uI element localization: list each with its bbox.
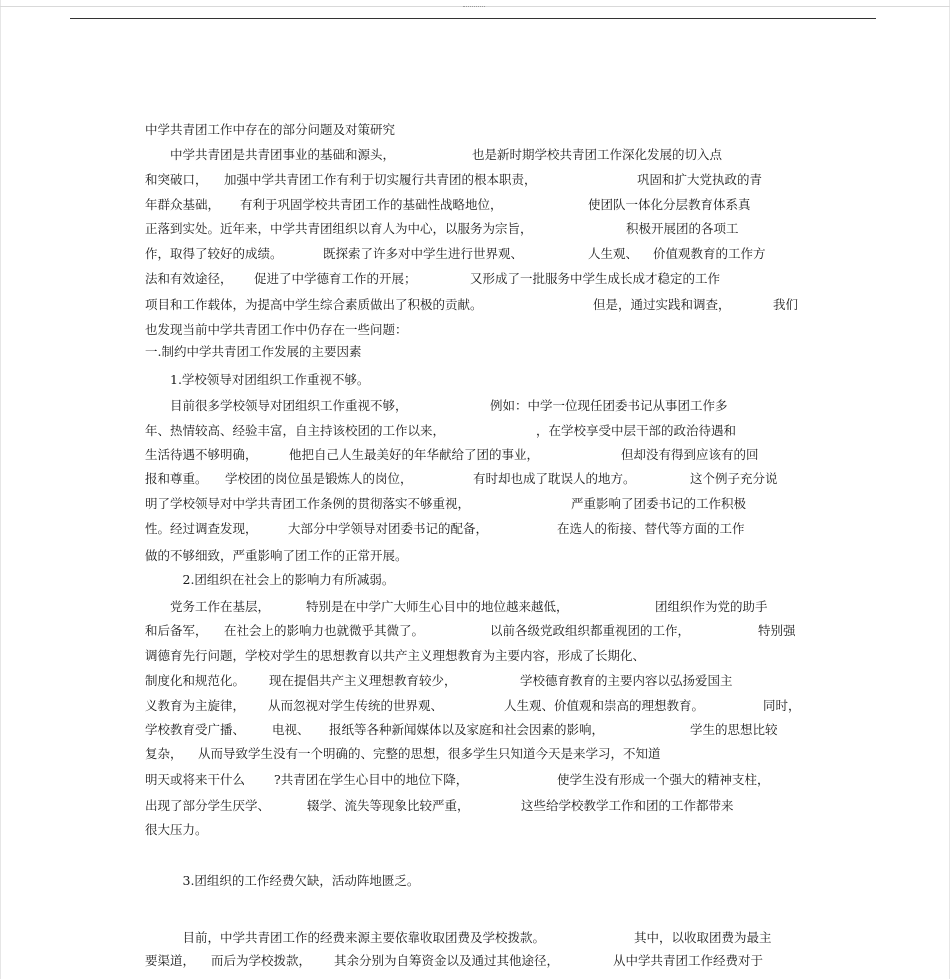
text-line-9-seg-1: 一.制约中学共青团工作发展的主要因素 (145, 344, 362, 359)
text-line-10-seg-1: 1.学校领导对团组织工作重视不够。 (145, 372, 370, 387)
text-line-6-seg-3: 又形成了一批服务中学生成长成才稳定的工作 (470, 271, 721, 286)
text-line-3-seg-3: 使团队一体化分层教育体系真 (588, 197, 751, 212)
text-line-1-seg-2: 也是新时期学校共青团工作深化发展的切入点 (472, 147, 723, 162)
text-line-31-seg-4: 从中学共青团工作经费对于 (613, 953, 764, 968)
text-line-30-seg-1: 目前，中学共青团工作的经费来源主要依靠收取团费及学校拨款。 (145, 930, 546, 945)
text-line-29-seg-1: 3.团组织的工作经费欠缺，活动阵地匮乏。 (145, 873, 420, 888)
text-line-15-seg-2: 严重影响了团委书记的工作积极 (571, 496, 747, 511)
text-line-20-seg-2: 在社会上的影响力也就微乎其微了。 (224, 623, 425, 638)
text-line-31-seg-2: 而后为学校拨款， (211, 953, 312, 968)
text-line-31-seg-1: 要渠道， (145, 953, 196, 968)
text-line-27-seg-1: 出现了部分学生厌学、 (145, 798, 271, 813)
header-mark (463, 6, 485, 9)
text-line-2-seg-1: 和突破口， (145, 172, 208, 187)
text-line-24-seg-4: 学生的思想比较 (690, 722, 778, 737)
text-line-14-seg-2: 学校团的岗位虽是锻炼人的岗位， (225, 471, 413, 486)
text-line-13-seg-3: 但却没有得到应该有的回 (621, 447, 759, 462)
text-line-26-seg-2: ?共青团在学生心目中的地位下降， (274, 772, 469, 787)
text-line-31-seg-3: 其余分别为自筹资金以及通过其他途径， (334, 953, 560, 968)
text-line-5-seg-3: 人生观、 (588, 246, 639, 261)
text-line-16-seg-2: 大部分中学领导对团委书记的配备， (288, 521, 489, 536)
text-line-13-seg-2: 他把自己人生最美好的年华献给了团的事业， (289, 447, 540, 462)
text-line-19-seg-3: 团组织作为党的助手 (655, 599, 768, 614)
text-line-5-seg-2: 既探索了许多对中学生进行世界观、 (323, 246, 524, 261)
text-line-27-seg-2: 辍学、流失等现象比较严重， (307, 798, 470, 813)
text-line-6-seg-1: 法和有效途径， (145, 271, 233, 286)
text-line-25-seg-1: 复杂， (145, 746, 183, 761)
text-line-2-seg-2: 加强中学共青团工作有利于切实履行共青团的根本职责， (224, 172, 537, 187)
text-line-2-seg-3: 巩固和扩大党执政的青 (637, 172, 763, 187)
text-line-23-seg-4: 同时， (763, 698, 801, 713)
text-line-23-seg-2: 从而忽视对学生传统的世界观、 (268, 698, 444, 713)
text-line-21-seg-1: 调德育先行问题，学校对学生的思想教育以共产主义理想教育为主要内容，形成了长期化、 (145, 648, 646, 663)
text-line-16-seg-1: 性。经过调查发现， (145, 521, 258, 536)
text-line-23-seg-3: 人生观、价值观和崇高的理想教育。 (504, 698, 705, 713)
text-line-5-seg-4: 价值观教育的工作方 (653, 246, 766, 261)
page-edge-left (0, 0, 1, 979)
document-title: 中学共青团工作中存在的部分问题及对策研究 (145, 122, 396, 137)
text-line-16-seg-3: 在选人的衔接、替代等方面的工作 (557, 521, 745, 536)
text-line-1-seg-1: 中学共青团是共青团事业的基础和源头， (145, 147, 396, 162)
text-line-4-seg-1: 正落到实处。近年来，中学共青团组织以育人为中心，以服务为宗旨， (145, 221, 533, 236)
text-line-27-seg-3: 这些给学校教学工作和团的工作都带来 (521, 798, 734, 813)
text-line-12-seg-2: ，在学校享受中层干部的政治待遇和 (536, 423, 737, 438)
text-line-25-seg-2: 从而导致学生没有一个明确的、完整的思想，很多学生只知道今天是来学习，不知道 (198, 746, 661, 761)
text-line-24-seg-3: 报纸等各种新闻媒体以及家庭和社会因素的影响， (329, 722, 605, 737)
text-line-20-seg-1: 和后备军， (145, 623, 208, 638)
text-line-7-seg-1: 项目和工作载体，为提高中学生综合素质做出了积极的贡献。 (145, 297, 483, 312)
text-line-14-seg-3: 有时却也成了耽误人的地方。 (473, 471, 636, 486)
text-line-23-seg-1: 义教育为主旋律， (145, 698, 246, 713)
text-line-8-seg-1: 也发现当前中学共青团工作中仍存在一些问题： (145, 322, 408, 337)
text-line-28-seg-1: 很大压力。 (145, 822, 208, 837)
text-line-7-seg-3: 我们 (773, 297, 799, 312)
text-line-26-seg-3: 使学生没有形成一个强大的精神支柱， (557, 772, 770, 787)
text-line-17-seg-1: 做的不够细致，严重影响了团工作的正常开展。 (145, 548, 408, 563)
text-line-4-seg-2: 积极开展团的各项工 (626, 221, 739, 236)
text-line-22-seg-2: 现在提倡共产主义理想教育较少， (269, 673, 457, 688)
text-line-3-seg-2: 有利于巩固学校共青团工作的基础性战略地位， (240, 197, 503, 212)
text-line-22-seg-1: 制度化和规范化。 (145, 673, 246, 688)
text-line-19-seg-2: 特别是在中学广大师生心目中的地位越来越低， (306, 599, 569, 614)
text-line-11-seg-1: 目前很多学校领导对团组织工作重视不够， (145, 398, 408, 413)
text-line-15-seg-1: 明了学校领导对中学共青团工作条例的贯彻落实不够重视， (145, 496, 471, 511)
text-line-14-seg-1: 报和尊重。 (145, 471, 208, 486)
text-line-22-seg-3: 学校德育教育的主要内容以弘扬爱国主 (520, 673, 733, 688)
text-line-24-seg-1: 学校教育受广播、 (145, 722, 246, 737)
text-line-12-seg-1: 年、热情较高、经验丰富，自主持该校团的工作以来， (145, 423, 446, 438)
text-line-11-seg-2: 例如：中学一位现任团委书记从事团工作多 (490, 398, 728, 413)
text-line-24-seg-2: 电视、 (272, 722, 310, 737)
text-line-26-seg-1: 明天或将来干什么 (145, 772, 246, 787)
text-line-19-seg-1: 党务工作在基层， (145, 599, 271, 614)
text-line-5-seg-1: 作，取得了较好的成绩。 (145, 246, 283, 261)
text-line-30-seg-2: 其中，以收取团费为最主 (634, 930, 772, 945)
text-line-20-seg-3: 以前各级党政组织都重视团的工作， (490, 623, 691, 638)
text-line-20-seg-4: 特别强 (758, 623, 796, 638)
text-line-13-seg-1: 生活待遇不够明确， (145, 447, 258, 462)
text-line-6-seg-2: 促进了中学德育工作的开展； (254, 271, 417, 286)
text-line-14-seg-4: 这个例子充分说 (690, 471, 778, 486)
text-line-7-seg-2: 但是，通过实践和调查， (593, 297, 731, 312)
text-line-3-seg-1: 年群众基础， (145, 197, 221, 212)
header-rule (70, 18, 876, 19)
text-line-18-seg-1: 2.团组织在社会上的影响力有所减弱。 (145, 572, 395, 587)
